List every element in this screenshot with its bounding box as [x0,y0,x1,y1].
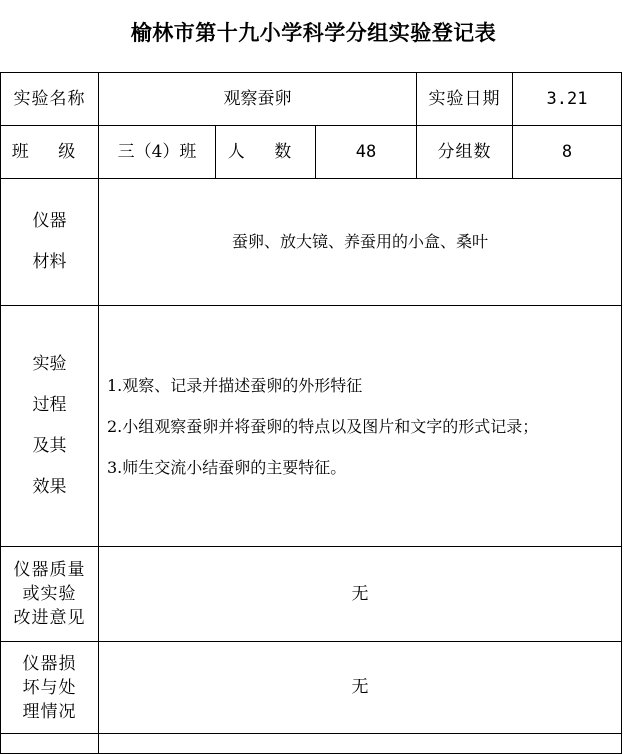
process-label-line-1: 实验 [32,354,67,374]
trailing-cell-right [99,734,622,754]
damage-label-cell [1,642,99,734]
process-label-line-3: 及其 [32,436,67,456]
quality-label [14,558,86,630]
quality-label-line-1: 仪器质量 [13,560,86,580]
process-step-2: 2.小组观察蚕卵并将蚕卵的特点以及图片和文字的形式记录； [107,416,539,436]
process-label-line-4: 效果 [32,477,67,497]
row-experiment-name [1,73,622,126]
equipment-label [33,201,67,283]
trailing-cell-left [1,734,99,754]
process-step-1: 1.观察、记录并描述蚕卵的外形特征 [107,375,363,395]
row-trailing [1,734,622,754]
experiment-name-value: 观察蚕卵 [99,73,417,126]
group-count-label: 分组数 [417,126,513,179]
quality-label-line-2: 或实验 [22,584,77,604]
damage-value: 无 [99,642,622,734]
process-label-line-2: 过程 [32,395,67,415]
equipment-label-line-1: 仪器 [32,211,67,231]
row-damage-handling [1,642,622,734]
equipment-value: 蚕卵、放大镜、养蚕用的小盒、桑叶 [99,179,622,306]
experiment-name-label: 实验名称 [1,73,99,126]
row-quality-opinion [1,547,622,642]
group-count-value: 8 [513,126,622,179]
experiment-date-value: 3.21 [513,73,622,126]
quality-label-cell [1,547,99,642]
experiment-record-table [0,72,622,754]
row-equipment [1,179,622,306]
people-count-label: 人 数 [216,126,316,179]
page-title: 榆林市第十九小学科学分组实验登记表 [130,21,497,45]
damage-label-line-2: 坏与处 [22,677,77,698]
class-value: 三（4）班 [99,126,216,179]
process-step-3: 3.师生交流小结蚕卵的主要特征。 [107,457,347,477]
row-process [1,306,622,547]
process-label-cell [1,306,99,547]
damage-label [23,652,77,724]
class-label: 班 级 [1,126,99,179]
quality-label-line-3: 改进意见 [13,608,86,628]
quality-value: 无 [99,547,622,642]
damage-label-line-1: 仪器损 [22,653,77,674]
damage-label-line-3: 理情况 [22,701,77,722]
people-count-value: 48 [316,126,417,179]
process-label [33,344,67,508]
row-class-info [1,126,622,179]
equipment-label-cell [1,179,99,306]
experiment-date-label: 实验日期 [417,73,513,126]
process-steps [99,306,622,547]
equipment-label-line-2: 材料 [32,252,67,272]
